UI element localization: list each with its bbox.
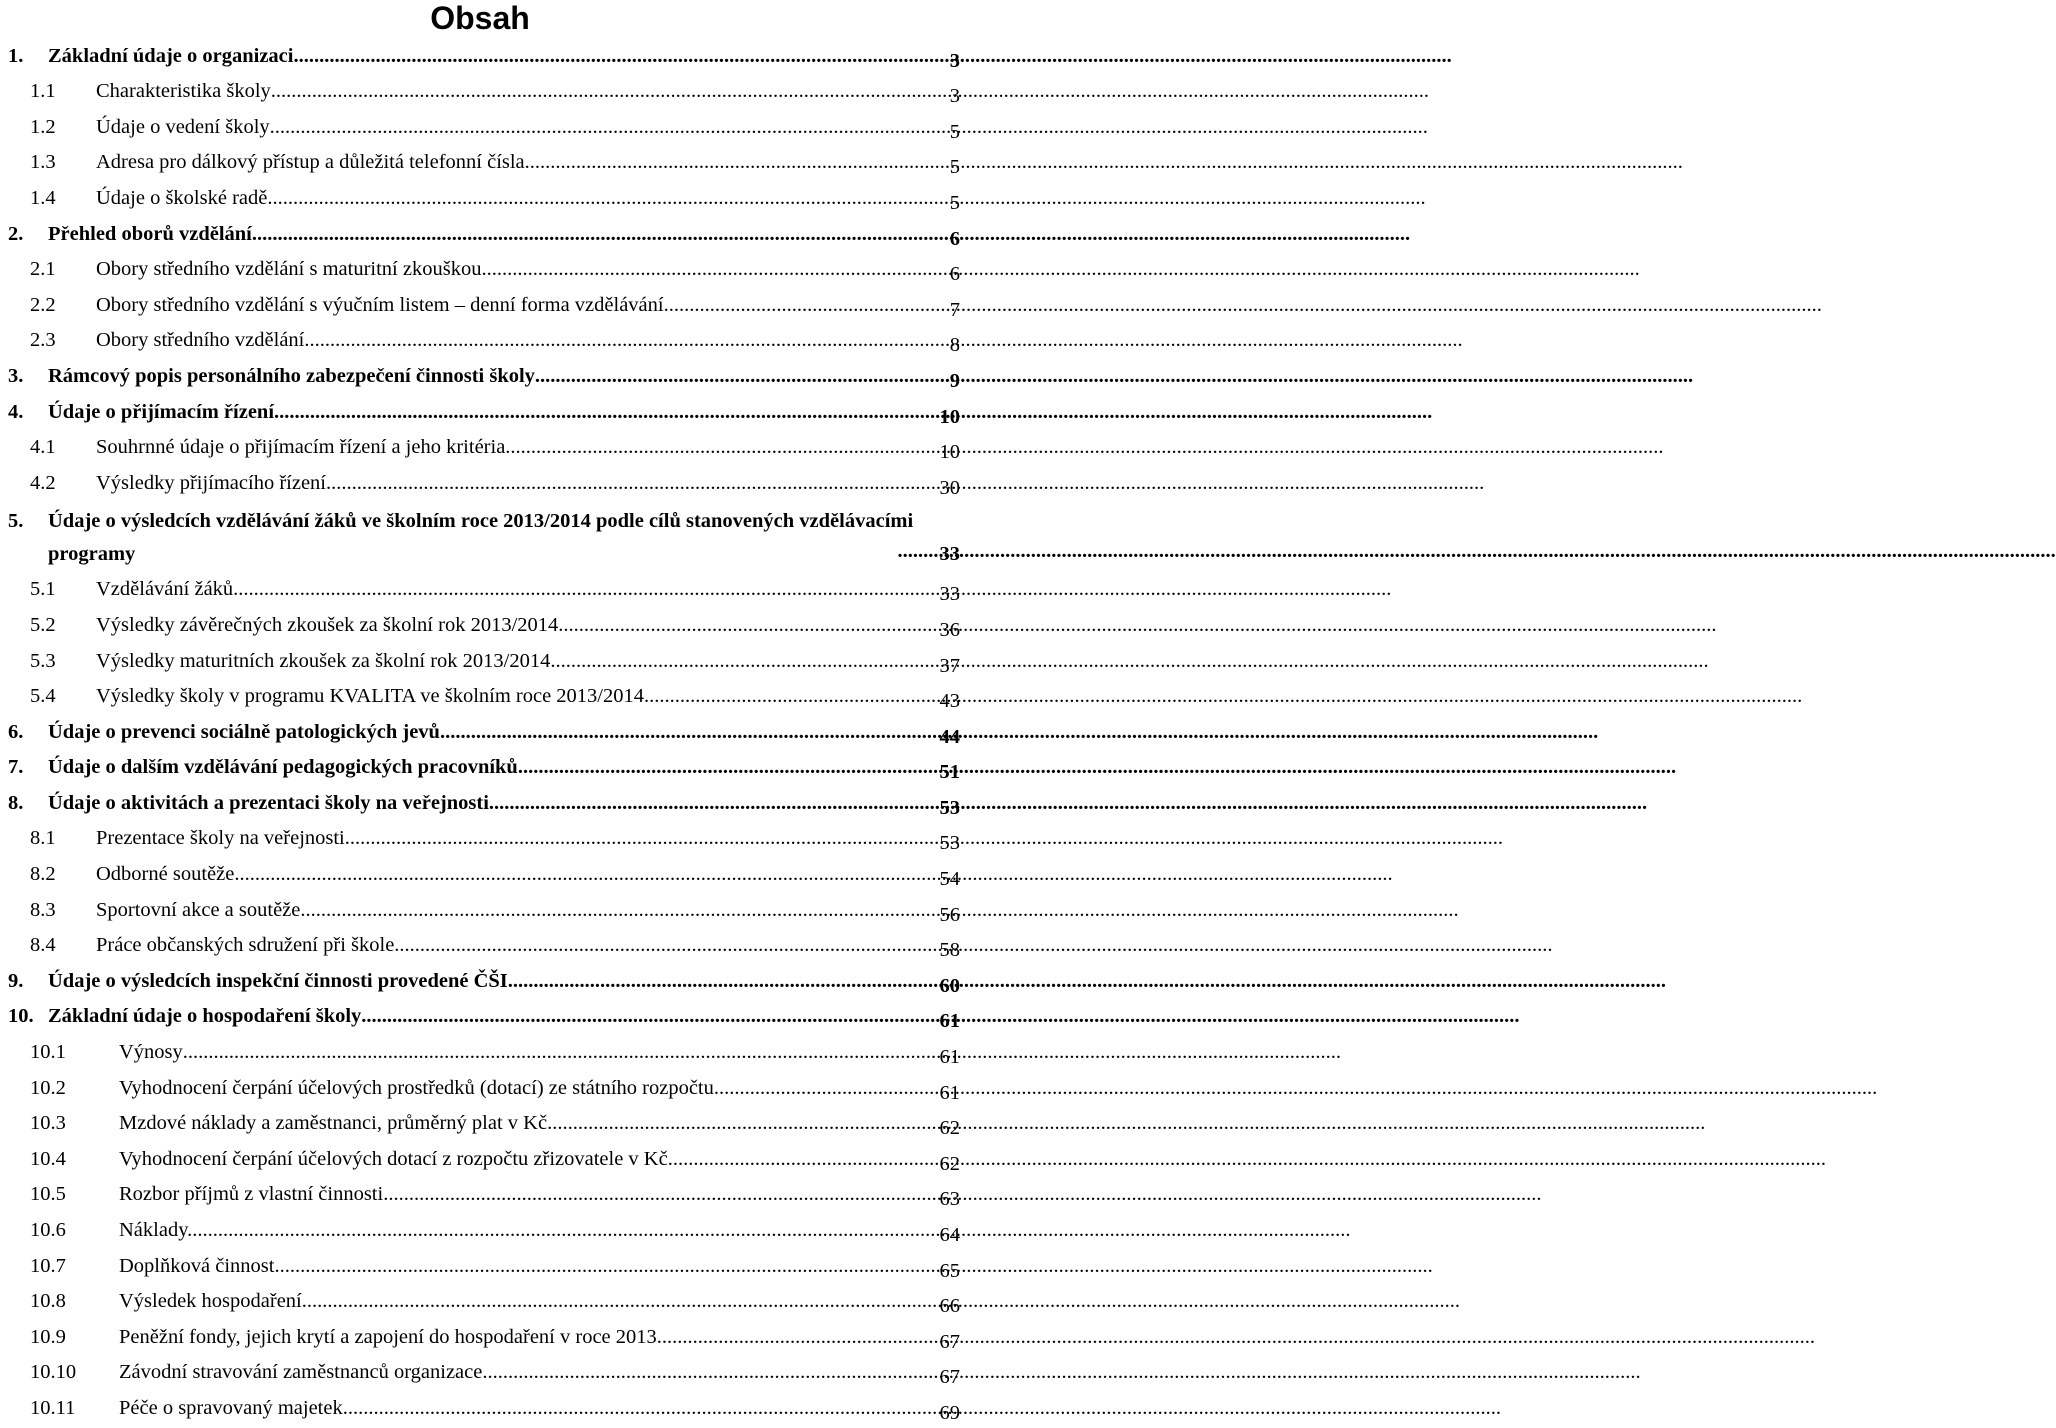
- toc-entry-title: Údaje o školské radě: [96, 186, 268, 209]
- toc-page-number: 67: [939, 1366, 960, 1389]
- toc-dot-leader: [343, 1394, 938, 1423]
- toc-entry[interactable]: [8, 1001, 960, 1037]
- toc-entry[interactable]: [8, 40, 960, 76]
- toc-entry-title: Vyhodnocení čerpání účelových dotací z rozpočtu zřizovatele v Kč: [119, 1147, 668, 1170]
- toc-page-number: 56: [939, 903, 960, 926]
- toc-entry-title: Náklady.: [119, 1219, 193, 1241]
- toc-entry-number: 1.3: [30, 151, 56, 174]
- toc-entry[interactable]: [8, 503, 960, 574]
- toc-entry-number: 5.1: [30, 578, 56, 601]
- toc-entry-number: 5.: [8, 509, 24, 532]
- toc-entry[interactable]: [8, 1321, 960, 1357]
- toc-entry-title: Prezentace školy na veřejnosti: [96, 827, 345, 850]
- toc-dot-leader: [267, 184, 947, 213]
- toc-page-number: 6: [949, 263, 960, 286]
- toc-page-number: 60: [939, 974, 960, 997]
- toc-entry-title: Sportovní akce a soutěže: [96, 898, 301, 921]
- toc-entry-title: Souhrnné údaje o přijímacím řízení a jeho kritéria: [96, 436, 506, 459]
- toc-dot-leader: [361, 1002, 937, 1031]
- toc-entry-number: 4.1: [30, 436, 56, 459]
- toc-entry-title: Základní údaje o hospodaření školy: [48, 1005, 362, 1028]
- toc-entry-title: Údaje o dalším vzdělávání pedagogických pracovníků: [48, 756, 518, 779]
- toc-entry-title: Závodní stravování zaměstnanců organizace: [119, 1361, 483, 1384]
- toc-entry-title: Výsledek hospodaření: [119, 1290, 302, 1313]
- toc-dot-leader: [525, 148, 948, 177]
- toc-entry-title: Výsledky školy v programu KVALITA ve školním roce 2013/2014: [96, 685, 645, 708]
- toc-entry-number: 10.6: [30, 1219, 66, 1241]
- toc-entry-title: Údaje o aktivitách a prezentaci školy na veřejnosti: [48, 791, 489, 814]
- toc-page-number: 65: [939, 1259, 960, 1282]
- toc-entry[interactable]: [8, 76, 960, 112]
- toc-dot-leader: [345, 824, 938, 853]
- toc-entry-title: Obory středního vzdělání: [96, 329, 305, 352]
- toc-entry-number: 10.5: [30, 1183, 66, 1206]
- toc-dot-leader: [234, 860, 937, 889]
- toc-entry[interactable]: [8, 289, 960, 325]
- toc-entry[interactable]: [8, 467, 960, 503]
- toc-entry-title: Výnosy: [119, 1041, 183, 1064]
- toc-page-number: 64: [939, 1224, 960, 1246]
- toc-entry[interactable]: [8, 681, 960, 717]
- toc-entry-title: Základní údaje o organizaci: [48, 44, 294, 67]
- toc-entry-title: Práce občanských sdružení při škole: [96, 934, 395, 957]
- toc-entry-number: 2.3: [30, 329, 56, 352]
- toc-entry-number: 10.2: [30, 1076, 66, 1099]
- toc-dot-leader: [440, 718, 938, 747]
- toc-entry-number: 1.: [8, 44, 24, 67]
- toc-entry-number: 8.4: [30, 934, 56, 957]
- toc-dot-leader: [383, 1180, 937, 1209]
- toc-page-number: 5: [949, 120, 960, 143]
- toc-page-number: 37: [939, 654, 960, 677]
- toc-page-number: 58: [939, 939, 960, 962]
- toc-entry-title: Údaje o vedení školy: [96, 115, 270, 138]
- toc-entry-number: 10.7: [30, 1254, 66, 1277]
- toc-entry[interactable]: [8, 787, 960, 823]
- toc-dot-leader: [192, 1216, 937, 1245]
- toc-entry-title: Mzdové náklady a zaměstnanci, průměrný plat v Kč: [119, 1112, 548, 1135]
- toc-entry[interactable]: [8, 1143, 960, 1179]
- toc-entry-number: 2.2: [30, 293, 56, 316]
- toc-entry-number: 10.9: [30, 1325, 66, 1348]
- toc-entry[interactable]: [8, 1108, 960, 1144]
- toc-page-number: 43: [939, 690, 960, 713]
- toc-entry[interactable]: [8, 894, 960, 930]
- toc-entry-number: 5.2: [30, 613, 56, 636]
- toc-entry-title: Obory středního vzdělání s výučním listem – denní forma vzdělávání: [96, 293, 664, 316]
- toc-entry-number: 1.2: [30, 115, 56, 138]
- toc-entry-number: 4.: [8, 400, 24, 423]
- toc-page-number: 61: [939, 1046, 960, 1069]
- toc-entry-number: 10.3: [30, 1112, 66, 1135]
- page-title: Obsah: [430, 0, 530, 36]
- toc-entry[interactable]: [8, 716, 960, 752]
- toc-entry[interactable]: [8, 325, 960, 361]
- toc-entry-title: Vyhodnocení čerpání účelových prostředků (dotací) ze státního rozpočtu.: [119, 1076, 719, 1099]
- toc-entry[interactable]: [8, 574, 960, 610]
- toc-entry[interactable]: [8, 111, 960, 147]
- toc-entry-number: 10.10: [30, 1361, 77, 1384]
- toc-dot-leader: [394, 931, 937, 960]
- toc-entry-title: Rámcový popis personálního zabezpečení činnosti školy: [48, 364, 535, 387]
- toc-entry[interactable]: [8, 396, 960, 432]
- toc-dot-leader: [898, 537, 938, 566]
- toc-dot-leader: [481, 255, 947, 284]
- toc-entry-number: 8.: [8, 791, 24, 814]
- toc-dot-leader: [535, 362, 948, 391]
- toc-entry-number: 3.: [8, 364, 24, 387]
- toc-dot-leader: [252, 220, 948, 249]
- toc-page-number: 36: [939, 618, 960, 641]
- toc-dot-leader: [482, 1358, 937, 1387]
- toc-entry-number: 2.1: [30, 258, 56, 281]
- toc-entry[interactable]: [8, 432, 960, 468]
- toc-entry-number: 10.1: [30, 1041, 66, 1064]
- toc-page-number: 7: [949, 298, 960, 321]
- toc-entry-number: 6.: [8, 720, 24, 743]
- table-of-contents: [8, 40, 960, 1428]
- toc-entry[interactable]: [8, 645, 960, 681]
- toc-dot-leader: [326, 469, 938, 498]
- toc-page-number: 54: [939, 868, 960, 891]
- toc-entry-title: Údaje o přijímacím řízení: [48, 400, 275, 423]
- toc-entry[interactable]: [8, 147, 960, 183]
- toc-dot-leader: [270, 113, 948, 142]
- toc-entry-number: 2.: [8, 222, 24, 245]
- toc-entry-title: Údaje o prevenci sociálně patologických jevů: [48, 720, 440, 743]
- toc-dot-leader: [547, 1109, 937, 1138]
- toc-dot-leader: [302, 1287, 938, 1316]
- toc-page-number: 33: [939, 542, 960, 565]
- toc-entry-title: Obory středního vzdělání s maturitní zkouškou: [96, 258, 482, 281]
- toc-entry-number: 4.2: [30, 471, 56, 494]
- toc-dot-leader: [550, 647, 937, 676]
- toc-dot-leader: [518, 753, 938, 782]
- toc-entry-number: 8.3: [30, 898, 56, 921]
- toc-entry[interactable]: [8, 930, 960, 966]
- toc-entry[interactable]: [8, 1357, 960, 1393]
- toc-page-number: 51: [939, 761, 960, 784]
- toc-dot-leader: [657, 1323, 938, 1352]
- toc-page-number: 66: [939, 1295, 960, 1318]
- toc-entry-title: Doplňková činnost: [119, 1254, 275, 1277]
- toc-dot-leader: [233, 575, 937, 604]
- toc-entry-number: 1.1: [30, 80, 56, 103]
- toc-entry[interactable]: [8, 1392, 960, 1428]
- toc-entry-number: 9.: [8, 969, 24, 992]
- toc-entry-number: 8.2: [30, 863, 56, 886]
- toc-page-number: 61: [939, 1010, 960, 1033]
- toc-entry-number: 10.11: [30, 1396, 76, 1419]
- toc-entry-number: 10.: [8, 1005, 34, 1028]
- toc-entry-title: Odborné soutěže: [96, 863, 235, 886]
- toc-entry-title: Výsledky maturitních zkoušek za školní rok 2013/2014: [96, 649, 551, 672]
- toc-dot-leader: [274, 1252, 937, 1281]
- toc-page-number: 8: [949, 334, 960, 357]
- toc-page-number: 6: [949, 227, 960, 250]
- toc-entry[interactable]: [8, 823, 960, 859]
- toc-dot-leader: [668, 1145, 938, 1174]
- toc-page-number: 5: [949, 156, 960, 179]
- toc-entry-title: Výsledky přijímacího řízení: [96, 471, 326, 494]
- toc-page-number: 63: [939, 1188, 960, 1211]
- toc-entry-title: Rozbor příjmů z vlastní činnosti: [119, 1183, 384, 1206]
- toc-entry[interactable]: [8, 1036, 960, 1072]
- toc-entry-number: 10.4: [30, 1147, 66, 1170]
- toc-dot-leader: [293, 42, 947, 71]
- toc-page-number: 9: [949, 369, 960, 392]
- toc-entry[interactable]: [8, 182, 960, 218]
- toc-page-number: 69: [939, 1401, 960, 1424]
- toc-entry[interactable]: [8, 752, 960, 788]
- toc-dot-leader: [644, 682, 937, 711]
- toc-page-number: 3: [949, 49, 960, 72]
- toc-dot-leader: [505, 433, 937, 462]
- toc-dot-leader: [508, 967, 938, 996]
- toc-entry-number: 10.8: [30, 1290, 66, 1313]
- toc-entry[interactable]: [8, 1286, 960, 1322]
- toc-entry-title: Vzdělávání žáků: [96, 578, 234, 601]
- toc-entry[interactable]: [8, 254, 960, 290]
- toc-dot-leader: [664, 291, 948, 320]
- toc-entry-number: 7.: [8, 756, 24, 779]
- toc-page-number: 33: [939, 583, 960, 606]
- toc-page-number: 53: [939, 832, 960, 855]
- toc-page-number: 5: [949, 191, 960, 214]
- toc-entry[interactable]: [8, 1250, 960, 1286]
- toc-entry-number: 1.4: [30, 186, 56, 209]
- toc-entry[interactable]: [8, 1214, 960, 1250]
- toc-entry-title: Údaje o výsledcích vzdělávání žáků ve školním roce 2013/2014 podle cílů stanovených vzdělávacími programy: [48, 509, 914, 565]
- toc-page-number: 44: [939, 725, 960, 748]
- toc-dot-leader: [489, 789, 938, 818]
- toc-entry-number: 5.4: [30, 685, 56, 708]
- toc-page-number: 3: [949, 85, 960, 108]
- toc-entry-title: Peněžní fondy, jejich krytí a zapojení do hospodaření v roce 2013: [119, 1325, 657, 1348]
- toc-entry-title: Údaje o výsledcích inspekční činnosti provedené ČŠI: [48, 969, 508, 992]
- toc-page-number: 62: [939, 1117, 960, 1140]
- toc-entry-number: 5.3: [30, 649, 56, 672]
- toc-entry[interactable]: [8, 218, 960, 254]
- toc-page-number: 62: [939, 1152, 960, 1175]
- toc-entry-number: 8.1: [30, 827, 56, 850]
- toc-page-number: 67: [939, 1330, 960, 1353]
- toc-entry[interactable]: [8, 1072, 960, 1108]
- toc-entry-title: Charakteristika školy: [96, 80, 271, 103]
- toc-dot-leader: [274, 398, 937, 427]
- toc-entry-title: Přehled oborů vzdělání: [48, 222, 252, 245]
- toc-entry-title: Výsledky závěrečných zkoušek za školní rok 2013/2014: [96, 613, 559, 636]
- toc-page-number: 53: [939, 796, 960, 819]
- toc-dot-leader: [271, 77, 948, 106]
- toc-page-number: 10: [939, 441, 960, 464]
- toc-dot-leader: [304, 326, 947, 355]
- toc-entry[interactable]: [8, 609, 960, 645]
- toc-page-number: 61: [939, 1081, 960, 1104]
- toc-entry[interactable]: [8, 360, 960, 396]
- toc-entry[interactable]: [8, 1179, 960, 1215]
- toc-dot-leader: [558, 611, 937, 640]
- toc-dot-leader: [183, 1038, 938, 1067]
- toc-page-number: 30: [939, 476, 960, 499]
- toc-entry[interactable]: [8, 858, 960, 894]
- toc-page-number: 10: [939, 405, 960, 428]
- toc-entry-title: Adresa pro dálkový přístup a důležitá telefonní čísla: [96, 151, 525, 174]
- toc-entry-title: Péče o spravovaný majetek: [119, 1396, 343, 1419]
- toc-dot-leader: [300, 896, 937, 925]
- toc-dot-leader: [719, 1074, 938, 1103]
- toc-entry[interactable]: [8, 965, 960, 1001]
